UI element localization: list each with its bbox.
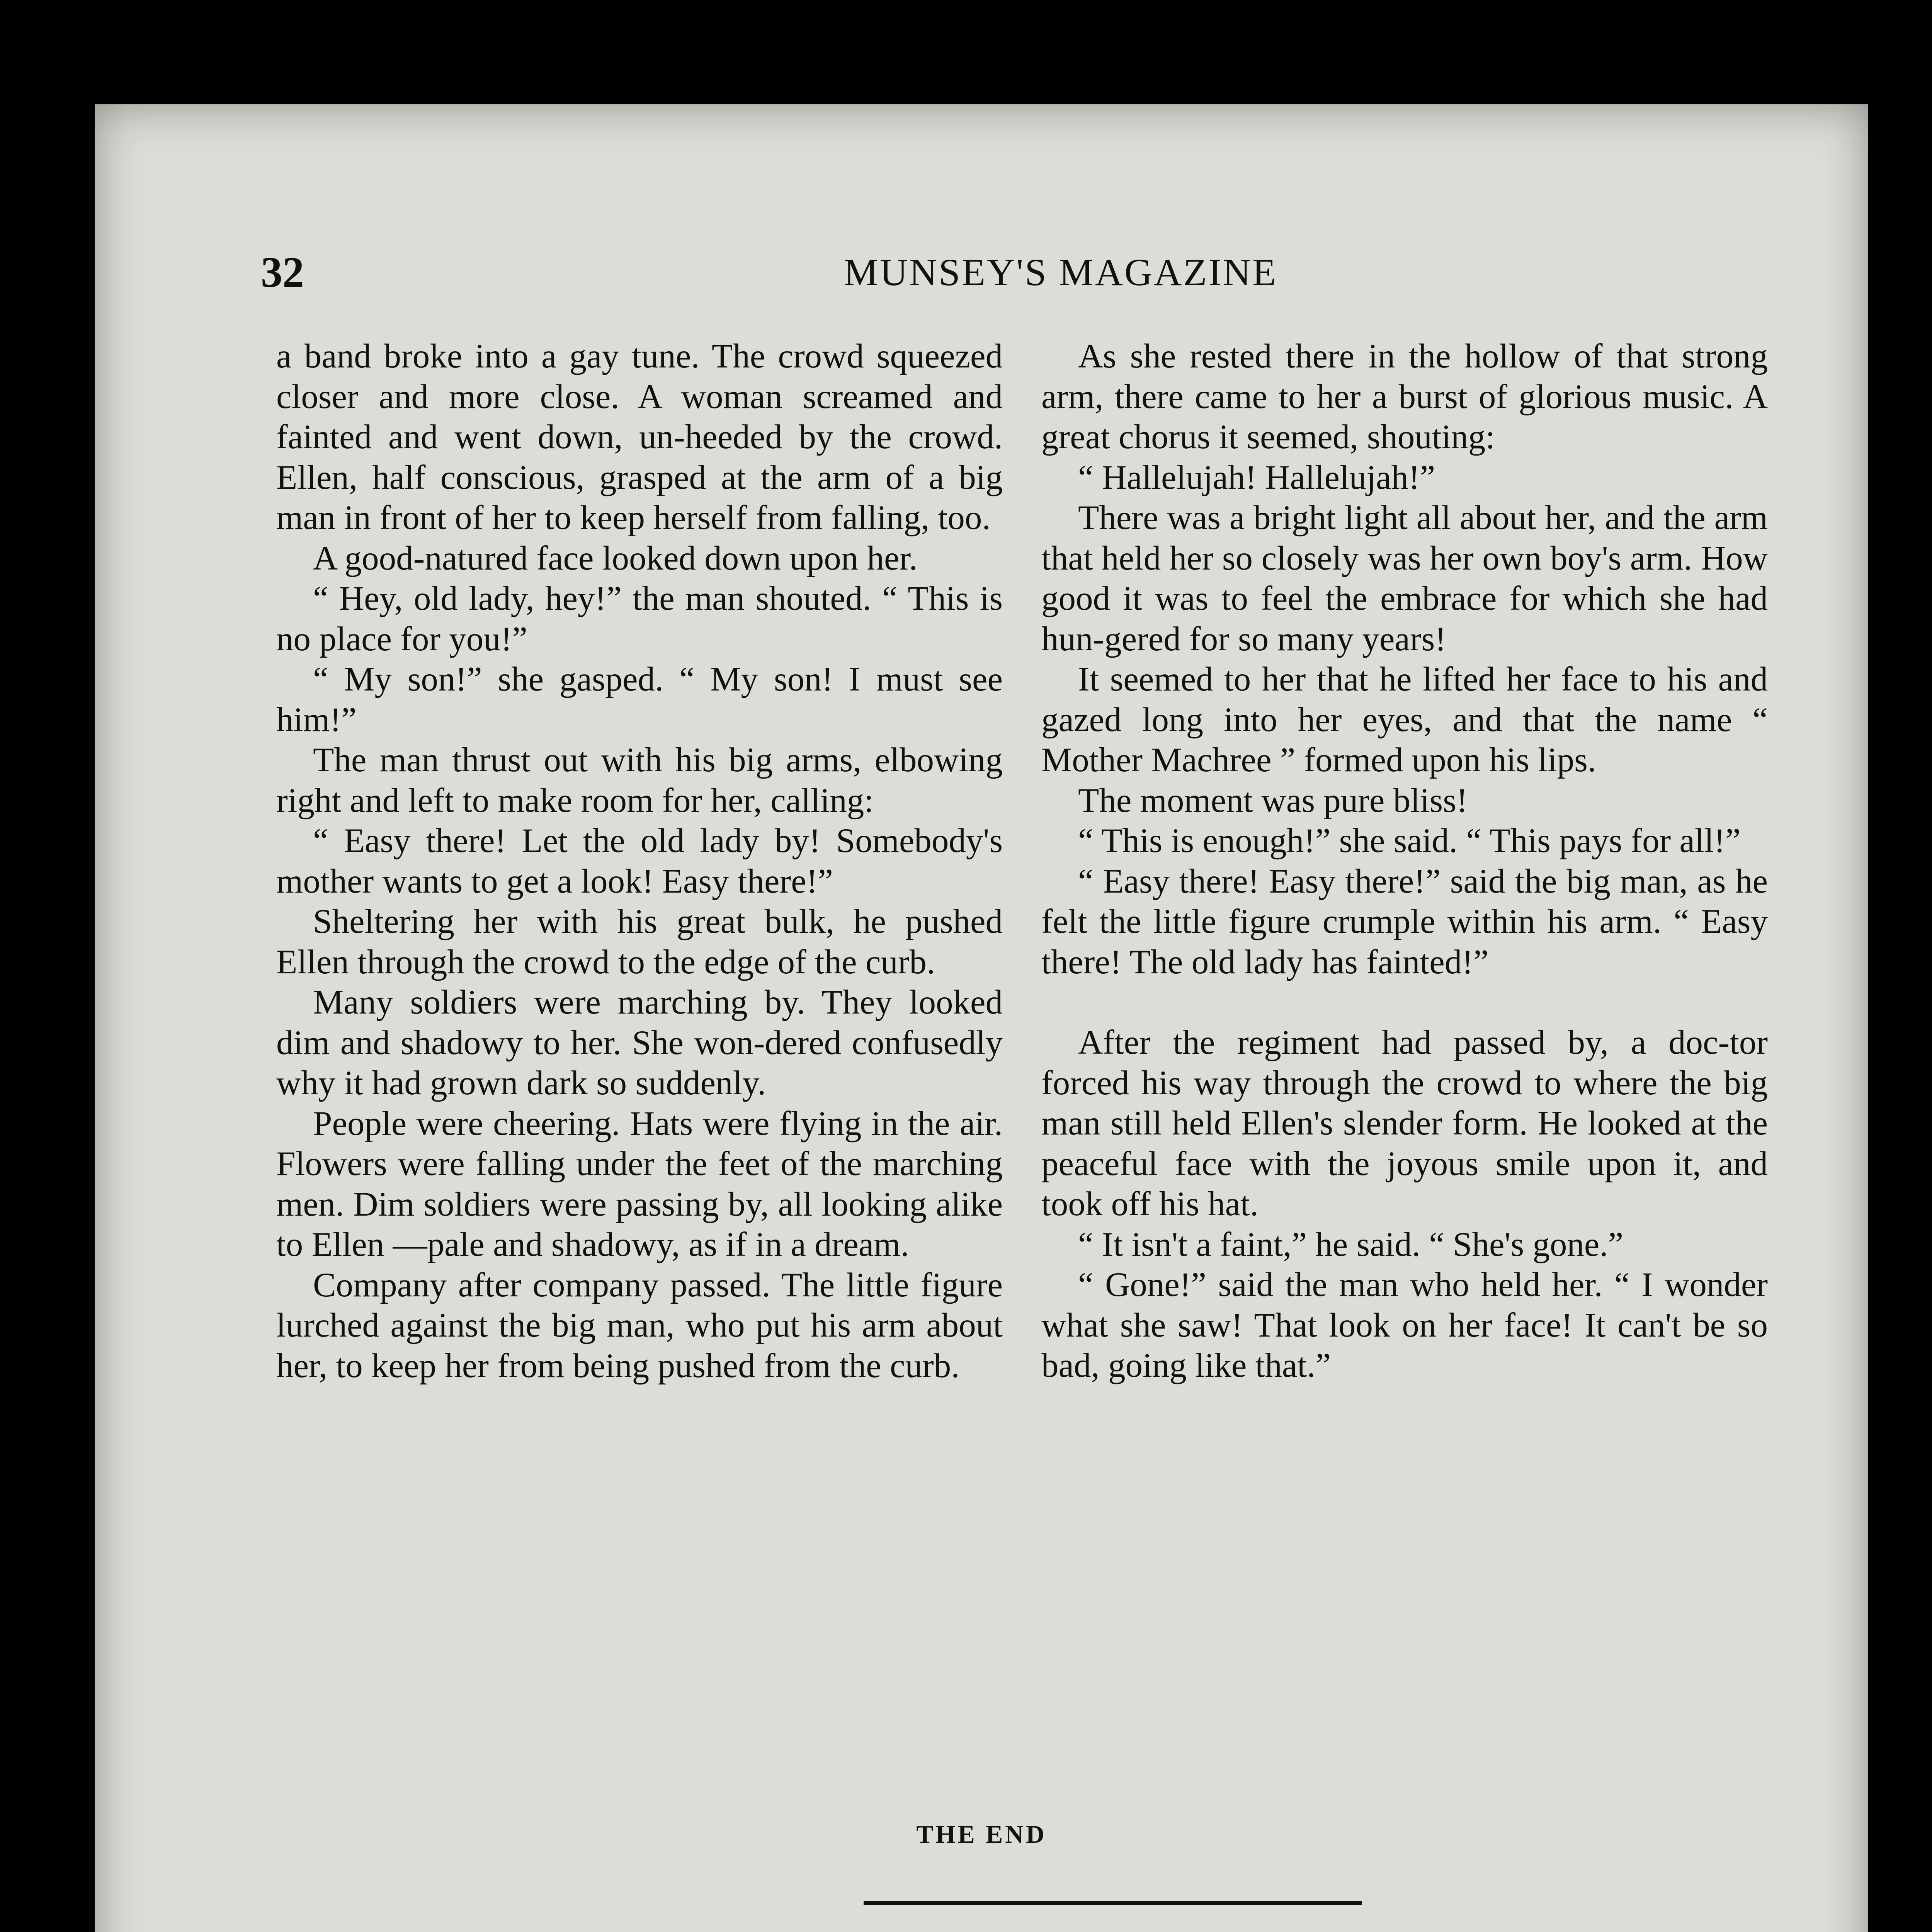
paragraph: Many soldiers were marching by. They looked dim and shadowy to her. She won-dered confusedly why it had grown dark so suddenly.: [276, 983, 1003, 1102]
story-left-column: [276, 336, 1003, 1386]
paragraph: “ It isn't a faint,” he said. “ She's gone.”: [1078, 1225, 1624, 1264]
paragraph: Sheltering her with his great bulk, he pushed Ellen through the crowd to the edge of the curb.: [276, 903, 1003, 981]
paragraph: A good-natured face looked down upon her.: [313, 539, 918, 577]
the-end-mark: THE END: [916, 1820, 1047, 1849]
paragraph: Company after company passed. The little figure lurched against the big man, who put his arm about her, to keep her from being pushed from the curb.: [276, 1266, 1003, 1385]
paragraph: After the regiment had passed by, a doc-tor forced his way through the crowd to where the big man still held Ellen's slender form. He looked at the peaceful face with the joyous smile upon it, and took off his hat.: [1041, 1024, 1768, 1223]
paragraph: “ This is enough!” she said. “ This pays for all!”: [1078, 822, 1741, 860]
section-divider: [864, 1901, 1362, 1905]
running-head: MUNSEY'S MAGAZINE: [844, 251, 1278, 294]
paragraph: a band broke into a gay tune. The crowd squeezed closer and more close. A woman screamed and fainted and went down, un-heeded by the crowd. Ellen, half conscious, grasped at the arm of a big man in front of her to keep herself from falling, too.: [276, 337, 1003, 537]
paragraph: People were cheering. Hats were flying in the air. Flowers were falling under the feet of the marching men. Dim soldiers were passing by, all looking alike to Ellen —pale and shadowy, as if in a dream.: [276, 1104, 1003, 1264]
story-right-column: [1041, 336, 1768, 1386]
paragraph: The moment was pure bliss!: [1078, 781, 1468, 820]
scan-border: [1868, 66, 1932, 1932]
paragraph: “ Hey, old lady, hey!” the man shouted. “ This is no place for you!”: [276, 580, 1003, 658]
page-number: 32: [261, 248, 304, 296]
page-header: [261, 247, 1861, 298]
paragraph: There was a bright light all about her, and the arm that held her so closely was her own boy's arm. How good it was to feel the embrace for which she had hun-gered for so many years!: [1041, 499, 1768, 658]
magazine-page: [95, 104, 1868, 1932]
paragraph: “ Hallelujah! Hallelujah!”: [1078, 458, 1435, 497]
paragraph: “ My son!” she gasped. “ My son! I must see him!”: [276, 660, 1003, 739]
paragraph: “ Easy there! Easy there!” said the big man, as he felt the little figure crumple within his arm. “ Easy there! The old lady has fainted!”: [1041, 862, 1768, 981]
paragraph: “ Easy there! Let the old lady by! Somebody's mother wants to get a look! Easy there!”: [276, 822, 1003, 900]
paragraph: It seemed to her that he lifted her face to his and gazed long into her eyes, and that the name “ Mother Machree ” formed upon his lips.: [1041, 660, 1768, 779]
paragraph: “ Gone!” said the man who held her. “ I wonder what she saw! That look on her face! It can't be so bad, going like that.”: [1041, 1266, 1768, 1384]
paragraph: As she rested there in the hollow of that strong arm, there came to her a burst of glorious music. A great chorus it seemed, shouting:: [1041, 337, 1768, 456]
paragraph: The man thrust out with his big arms, elbowing right and left to make room for her, calling:: [276, 741, 1003, 820]
